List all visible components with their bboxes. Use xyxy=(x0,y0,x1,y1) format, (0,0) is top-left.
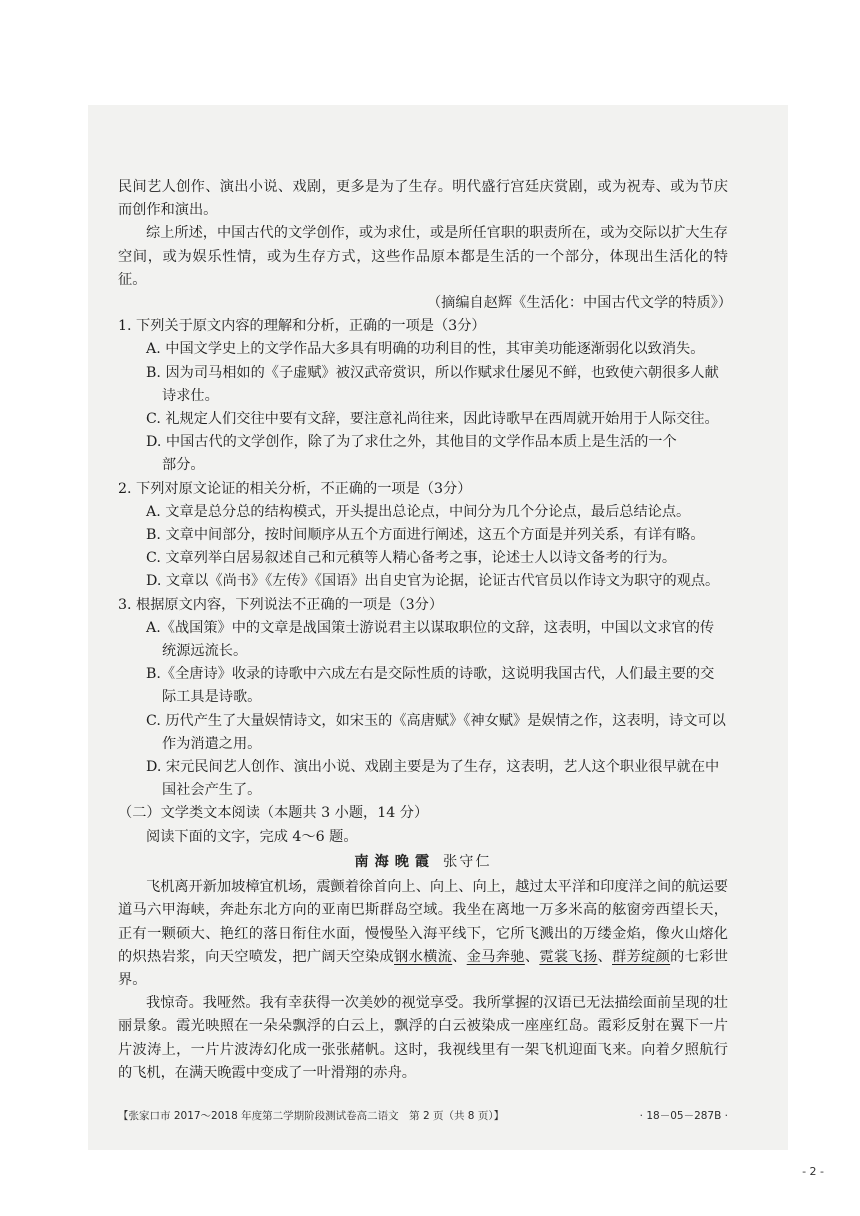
option-text-cont: 作为消遣之用。 xyxy=(162,735,262,752)
question-stem: 1. 下列关于原文内容的理解和分析，正确的一项是（3分） xyxy=(118,318,486,335)
option-d xyxy=(146,570,728,593)
passage-paragraph: 民间艺人创作、演出小说、戏剧，更多是为了生存。明代盛行宫廷庆赏剧，或为祝寿、或为节庆而创作和演出。 xyxy=(118,179,728,219)
option-text: B. 文章中间部分，按时间顺序从五个方面进行阐述，这五个方面是并列关系，有详有略。 xyxy=(146,527,705,544)
underlined-phrase: 金马奔驰 xyxy=(466,948,525,965)
option-b xyxy=(146,524,728,547)
option-text-cont: 统源远流长。 xyxy=(162,643,248,660)
underlined-phrase: 群芳绽颜 xyxy=(612,948,671,965)
option-text: D. 文章以《尚书》《左传》《国语》出自史官为论据，论证古代官员以作诗文为职守的观点。 xyxy=(146,573,720,590)
page-number: - 2 - xyxy=(802,1165,824,1178)
option-text: A.《战国策》中的文章是战国策士游说君主以谋取职位的文辞，这表明，中国以文求官的传 xyxy=(146,619,715,636)
question-stem: 3. 根据原文内容，下列说法不正确的一项是（3分） xyxy=(118,596,444,613)
option-text: A. 文章是总分总的结构模式，开头提出总论点，中间分为几个分论点，最后总结论点。 xyxy=(146,503,691,520)
question-3 xyxy=(118,594,728,803)
footer-code: · 18－05－287B · xyxy=(639,1110,728,1122)
article-title: 南海晚霞 xyxy=(354,853,436,870)
section-heading: （二）文学类文本阅读（本题共 3 小题，14 分） xyxy=(118,805,429,822)
option-d xyxy=(146,756,728,802)
text-run: 飞机离开新加坡樟宜机场，震颤着徐首向上、向上、向上，越过太平洋和印度洋之间的航运要道马六甲海峡，奔赴东北方向的亚南巴斯群岛空域。我坐在离地一万多米高的舷窗旁西望长天，正有一颗硕大、艳红的落日衔住水面，慢慢坠入海平线下，它所飞溅出的万缕金焰，像火山熔化的炽热岩浆，向天空喷发，把广阔天空染成 xyxy=(118,879,728,965)
option-text: B. 因为司马相如的《子虚赋》被汉武帝赏识，所以作赋求仕屡见不鲜，也致使六朝很多人献 xyxy=(146,364,719,381)
section-instruction: 阅读下面的文字，完成 4～6 题。 xyxy=(146,828,358,845)
option-d xyxy=(146,431,728,477)
option-text-cont: 部分。 xyxy=(162,457,205,474)
option-text-cont: 际工具是诗歌。 xyxy=(162,689,262,706)
option-text: C. 文章列举白居易叙述自己和元稹等人精心备考之事，论述士人以诗文备考的行为。 xyxy=(146,550,677,567)
option-b xyxy=(146,362,728,408)
option-text: A. 中国文学史上的文学作品大多具有明确的功利目的性，其审美功能逐渐弱化以致消失。 xyxy=(146,341,705,358)
option-text-cont: 国社会产生了。 xyxy=(162,782,262,799)
option-text-cont: 诗求仕。 xyxy=(162,387,219,404)
passage-paragraph: 综上所述，中国古代的文学创作，或为求仕，或是所任官职的职责所在，或为交际以扩大生存空间，或为娱乐性情，或为生存方式，这些作品原本都是生活的一个部分，体现出生活化的特征。 xyxy=(118,225,728,288)
option-text: B.《全唐诗》收录的诗歌中六成左右是交际性质的诗歌，这说明我国古代，人们最主要的交 xyxy=(146,666,715,683)
question-stem: 2. 下列对原文论证的相关分析，不正确的一项是（3分） xyxy=(118,480,472,497)
option-a xyxy=(146,338,728,361)
option-a xyxy=(146,617,728,663)
article-author: 张守仁 xyxy=(443,853,492,870)
underlined-phrase: 霓裳飞扬 xyxy=(539,948,598,965)
option-a xyxy=(146,501,728,524)
underlined-phrase: 钢水横流 xyxy=(394,948,453,965)
text-run: 、 xyxy=(524,948,540,965)
question-1 xyxy=(118,315,728,477)
page-footer xyxy=(118,1108,728,1123)
option-text: C. 礼规定人们交往中要有文辞，要注意礼尚往来，因此诗歌早在西周就开始用于人际交往。 xyxy=(146,411,719,428)
article-paragraph xyxy=(118,876,728,992)
page-content xyxy=(118,176,732,1085)
source-citation: （摘编自赵辉《生活化：中国古代文学的特质》） xyxy=(426,295,732,312)
text-run: 、 xyxy=(597,948,613,965)
footer-exam-info: 【张家口市 2017～2018 年度第二学期阶段测试卷高二语文 第 2 页（共 8 页）】 xyxy=(118,1110,505,1122)
option-text: D. 中国古代的文学创作，除了为了求仕之外，其他目的文学作品本质上是生活的一个 xyxy=(146,434,677,451)
article-title-line xyxy=(118,851,728,874)
option-c xyxy=(146,547,728,570)
text-run: 、 xyxy=(452,948,467,965)
option-text: C. 历代产生了大量娱情诗文，如宋玉的《高唐赋》《神女赋》是娱情之作，这表明，诗文可以 xyxy=(146,712,726,729)
text-run: 的七彩世界。 xyxy=(118,948,728,988)
option-b xyxy=(146,663,728,709)
option-c xyxy=(146,408,728,431)
option-c xyxy=(146,710,728,756)
option-text: D. 宋元民间艺人创作、演出小说、戏剧主要是为了生存，这表明，艺人这个职业很早就在中 xyxy=(146,759,720,776)
question-2 xyxy=(118,478,728,594)
article-paragraph: 我惊奇。我哑然。我有幸获得一次美妙的视觉享受。我所掌握的汉语已无法描绘面前呈现的壮丽景象。霞光映照在一朵朵飘浮的白云上，飘浮的白云被染成一座座红岛。霞彩反射在翼下一片片波涛上，一片片波涛幻化成一张张赭帆。这时，我视线里有一架飞机迎面飞来。向着夕照航行的飞机，在满天晚霞中变成了一叶滑翔的赤舟。 xyxy=(118,995,728,1081)
